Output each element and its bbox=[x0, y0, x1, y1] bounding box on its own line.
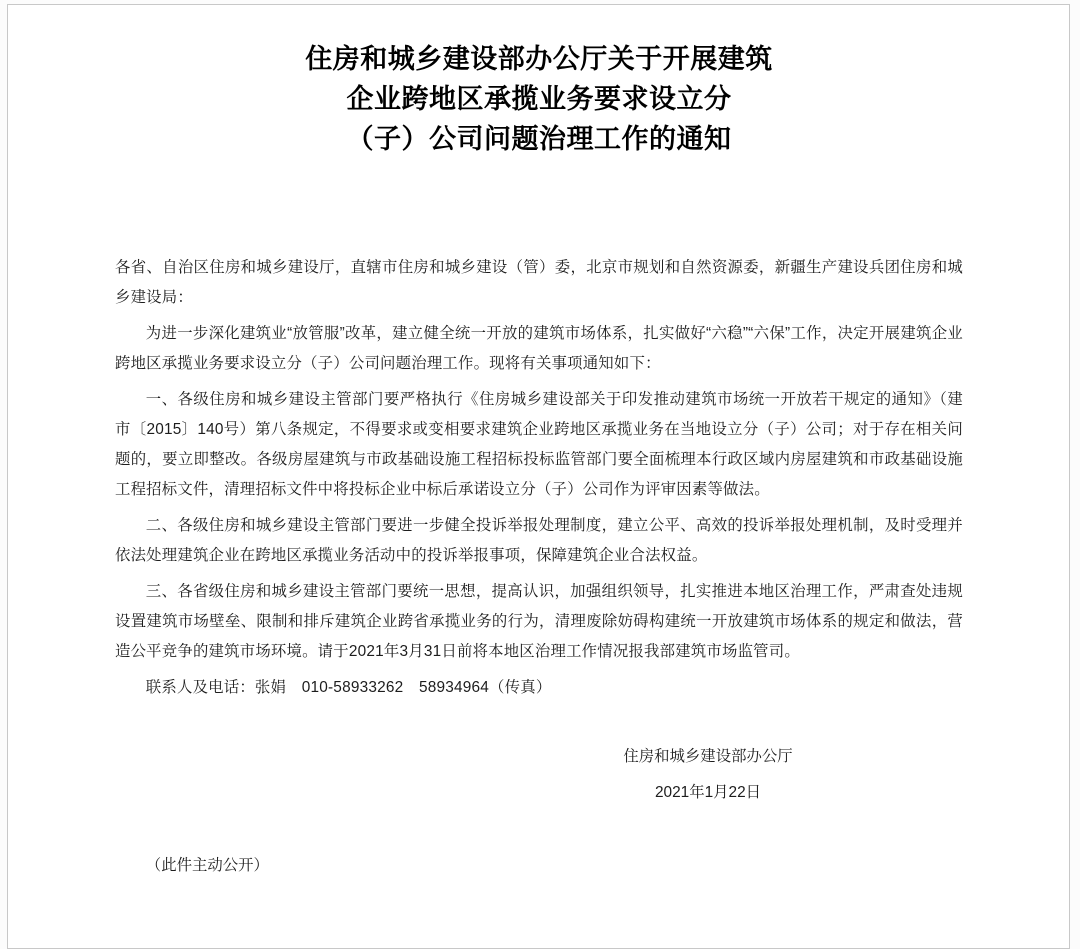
contact-line: 联系人及电话：张娟 010-58933262 58934964（传真） bbox=[145, 679, 552, 696]
body-paragraph-item-2: 二、各级住房和城乡建设主管部门要进一步健全投诉举报处理制度，建立公平、高效的投诉举报处理机制，及时受理并依法处理建筑企业在跨地区承揽业务活动中的投诉举报事项，保障建筑企业合法权益。 bbox=[115, 517, 963, 564]
title-line-3: （子）公司问题治理工作的通知 bbox=[346, 124, 732, 154]
body-paragraph-intro: 为进一步深化建筑业“放管服”改革，建立健全统一开放的建筑市场体系，扎实做好“六稳”“六保”工作，决定开展建筑企业跨地区承揽业务要求设立分（子）公司问题治理工作。现将有关事项通知如下： bbox=[115, 325, 963, 372]
title-line-1: 住房和城乡建设部办公厅关于开展建筑 bbox=[305, 44, 773, 74]
document-content bbox=[8, 5, 1069, 881]
signature-date: 2021年1月22日 bbox=[654, 784, 762, 801]
signer-name: 住房和城乡建设部办公厅 bbox=[623, 748, 793, 765]
document-body bbox=[115, 253, 963, 703]
title-line-2: 企业跨地区承揽业务要求设立分 bbox=[346, 84, 732, 114]
body-paragraph-item-3: 三、各省级住房和城乡建设主管部门要统一思想，提高认识，加强组织领导，扎实推进本地区治理工作，严肃查处违规设置建筑市场壁垒、限制和排斥建筑企业跨省承揽业务的行为，清理废除妨碍构建统一开放建筑市场体系的规定和做法，营造公平竞争的建筑市场环境。请于2021年3月31日前将本地区治理工作情况报我部建筑市场监管司。 bbox=[115, 583, 963, 660]
disclosure-note: （此件主动公开） bbox=[145, 857, 269, 874]
signature-block bbox=[553, 739, 863, 811]
salutation: 各省、自治区住房和城乡建设厅，直辖市住房和城乡建设（管）委，北京市规划和自然资源委，新疆生产建设兵团住房和城乡建设局： bbox=[115, 259, 963, 306]
document-page bbox=[7, 4, 1070, 949]
document-title bbox=[115, 39, 963, 159]
body-paragraph-item-1: 一、各级住房和城乡建设主管部门要严格执行《住房城乡建设部关于印发推动建筑市场统一开放若干规定的通知》（建市〔2015〕140号）第八条规定，不得要求或变相要求建筑企业跨地区承揽业务在当地设立分（子）公司；对于存在相关问题的，要立即整改。各级房屋建筑与市政基础设施工程招标投标监管部门要全面梳理本行政区域内房屋建筑和市政基础设施工程招标文件，清理招标文件中将投标企业中标后承诺设立分（子）公司作为评审因素等做法。 bbox=[115, 391, 963, 498]
